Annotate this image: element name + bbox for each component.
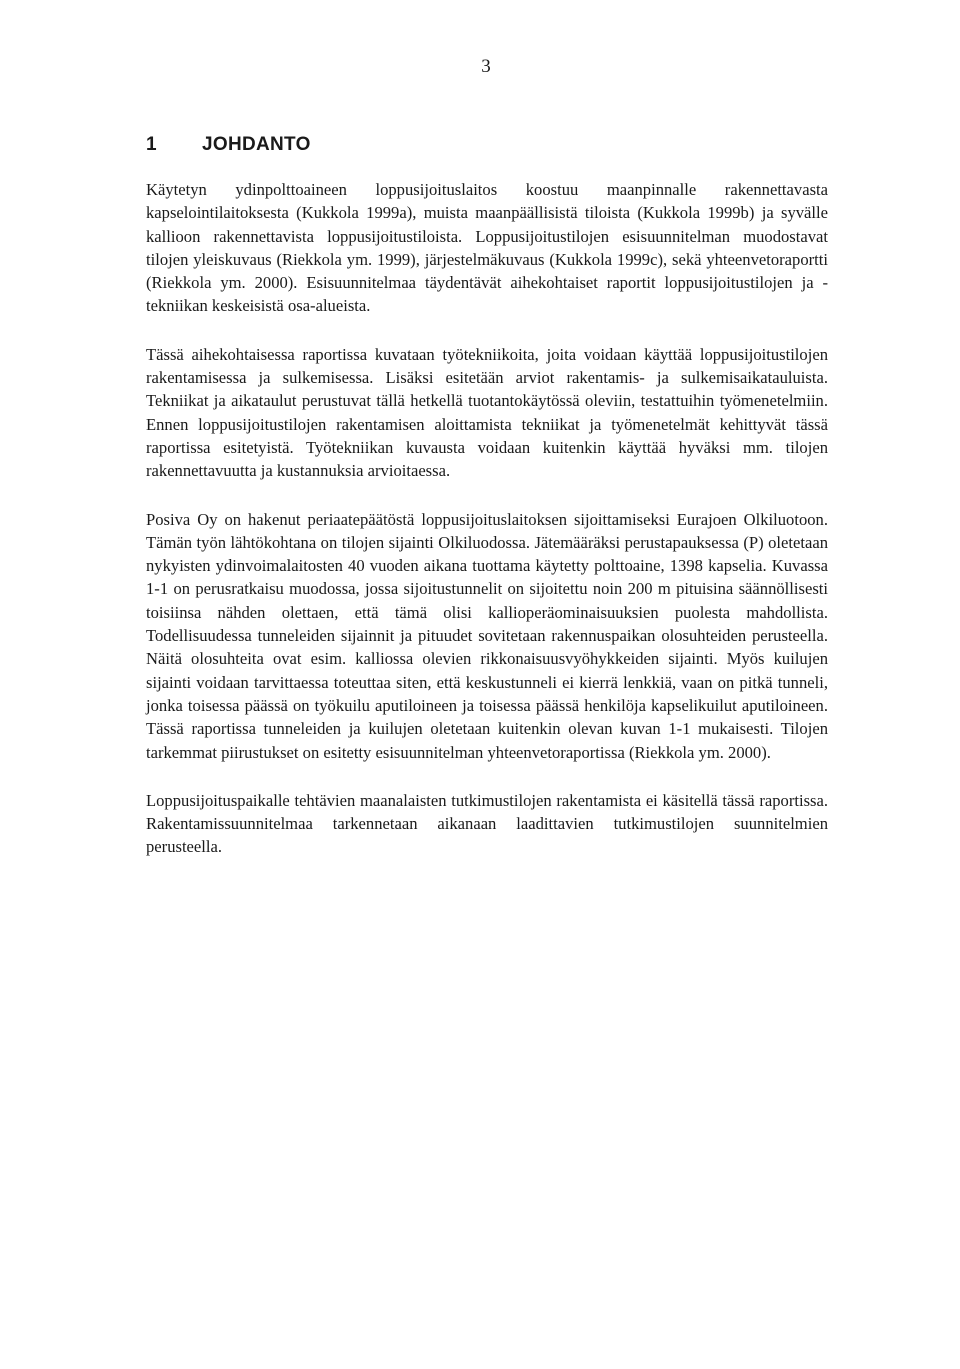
- paragraph-site: Posiva Oy on hakenut periaatepäätöstä loppusijoituslaitoksen sijoittamiseksi Eurajoen Olkiluotoon. Tämän työn lähtökohtana on tilojen sijainti Olkiluodossa. Jätemääräksi perustapauksessa (P) oletetaan nykyisten ydinvoimalaitosten 40 vuoden aikana tuottama käytetty polttoaine, 1398 kapselia. Kuvassa 1-1 on perusratkaisu muodossa, jossa sijoitustunnelit on sijoitettu noin 200 m pituisina säännöllisesti toisiinsa nähden olettaen, että tämä olisi kallioperäominaisuuksien puolesta mahdollista. Todellisuudessa tunneleiden sijainnit ja pituudet sovitetaan rakennuspaikan olosuhteiden perusteella. Näitä olosuhteita ovat esim. kalliossa olevien rikkonaisuusvyöhykkeiden sijainti. Myös kuilujen sijainti voidaan tarvittaessa toteuttaa siten, että keskustunneli ei kierrä lenkkiä, vaan on pitkä tunneli, jonka toisessa päässä on työkuilu aputiloineen ja toisessa päässä henkilöja kapselikuilut aputiloineen. Tässä raportissa tunneleiden ja kuilujen oletetaan kuitenkin olevan kuvan 1-1 mukaisesti. Tilojen tarkemmat piirustukset on esitetty esisuunnitelman yhteenvetoraportissa (Riekkola ym. 2000).: [146, 509, 828, 762]
- body-text: [146, 178, 828, 884]
- section-title: JOHDANTO: [202, 134, 311, 155]
- section-number: 1: [146, 134, 157, 155]
- section-heading: [146, 134, 311, 156]
- paragraph-scope: Tässä aihekohtaisessa raportissa kuvataan työtekniikoita, joita voidaan käyttää loppusijoitustilojen rakentamisessa ja sulkemisessa. Lisäksi esitetään arviot rakentamis- ja sulkemisaikatauluista. Tekniikat ja aikataulut perustuvat tällä hetkellä tuotantokäytössä oleviin, testattuihin työmenetelmiin. Ennen loppusijoitustilojen rakentamisen aloittamista tekniikat ja työmenetelmät kehittyvät tässä raportissa esitetyistä. Työtekniikan kuvausta voidaan kuitenkin käyttää hyväksi mm. tilojen rakennettavuutta ja kustannuksia arvioitaessa.: [146, 344, 828, 481]
- paragraph-exclusions: Loppusijoituspaikalle tehtävien maanalaisten tutkimustilojen rakentamista ei käsitellä tässä raportissa. Rakentamissuunnitelmaa tarkennetaan aikanaan laadittavien tutkimustilojen suunnitelmien perusteella.: [146, 790, 828, 857]
- paragraph-intro: Käytetyn ydinpolttoaineen loppusijoituslaitos koostuu maanpinnalle rakennettavasta kapselointilaitoksesta (Kukkola 1999a), muista maanpäällisistä tiloista (Kukkola 1999b) ja syvälle kallioon rakennettavista loppusijoitustiloista. Loppusijoitustilojen esisuunnitelman muodostavat tilojen yleiskuvaus (Riekkola ym. 1999), järjestelmäkuvaus (Kukkola 1999c), sekä yhteenvetoraportti (Riekkola ym. 2000). Esisuunnitelmaa täydentävät aihekohtaiset raportit loppusijoitustilojen ja -tekniikan keskeisistä osa-alueista.: [146, 180, 828, 316]
- page-number: 3: [481, 56, 491, 77]
